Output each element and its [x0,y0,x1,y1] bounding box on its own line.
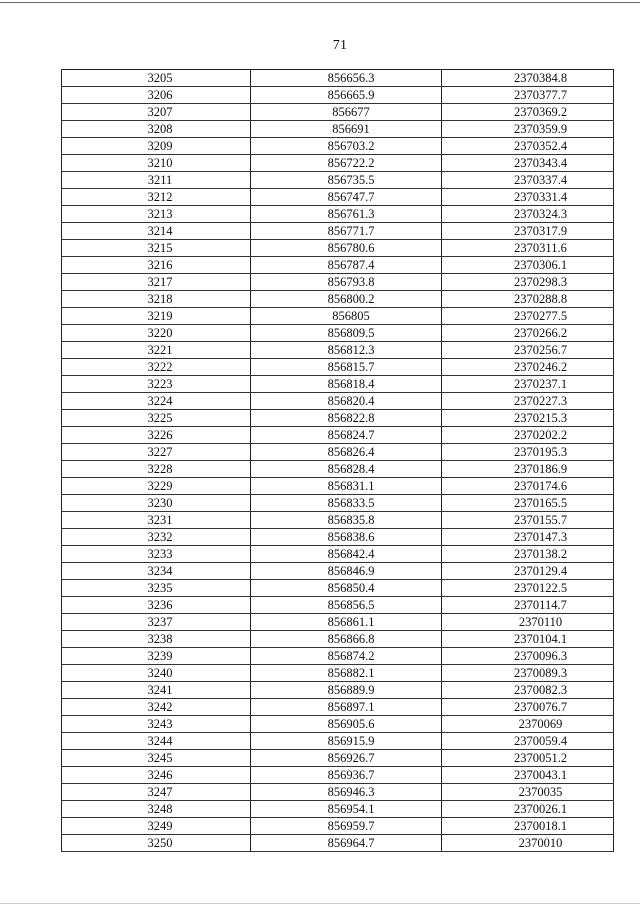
x-coordinate-cell: 856818.4 [251,376,442,393]
table-row [62,597,614,614]
table-row [62,121,614,138]
x-coordinate-cell: 856787.4 [251,257,442,274]
point-number-cell: 3243 [62,716,251,733]
table-row [62,376,614,393]
y-coordinate-cell: 2370359.9 [442,121,614,138]
point-number-cell: 3235 [62,580,251,597]
y-coordinate-cell: 2370104.1 [442,631,614,648]
point-number-cell: 3246 [62,767,251,784]
table-row [62,257,614,274]
x-coordinate-cell: 856831.1 [251,478,442,495]
x-coordinate-cell: 856926.7 [251,750,442,767]
point-number-cell: 3242 [62,699,251,716]
point-number-cell: 3238 [62,631,251,648]
table-row [62,529,614,546]
y-coordinate-cell: 2370122.5 [442,580,614,597]
y-coordinate-cell: 2370195.3 [442,444,614,461]
coordinates-table [61,69,614,852]
table-row [62,716,614,733]
y-coordinate-cell: 2370343.4 [442,155,614,172]
y-coordinate-cell: 2370174.6 [442,478,614,495]
table-row [62,223,614,240]
page-bottom-edge-line [0,903,640,904]
point-number-cell: 3249 [62,818,251,835]
x-coordinate-cell: 856882.1 [251,665,442,682]
point-number-cell: 3210 [62,155,251,172]
point-number-cell: 3207 [62,104,251,121]
point-number-cell: 3206 [62,87,251,104]
y-coordinate-cell: 2370352.4 [442,138,614,155]
table-row [62,342,614,359]
x-coordinate-cell: 856846.9 [251,563,442,580]
x-coordinate-cell: 856936.7 [251,767,442,784]
table-row [62,818,614,835]
y-coordinate-cell: 2370110 [442,614,614,631]
table-row [62,172,614,189]
point-number-cell: 3233 [62,546,251,563]
point-number-cell: 3239 [62,648,251,665]
table-row [62,699,614,716]
y-coordinate-cell: 2370186.9 [442,461,614,478]
x-coordinate-cell: 856761.3 [251,206,442,223]
point-number-cell: 3219 [62,308,251,325]
x-coordinate-cell: 856691 [251,121,442,138]
x-coordinate-cell: 856780.6 [251,240,442,257]
x-coordinate-cell: 856850.4 [251,580,442,597]
table-row [62,393,614,410]
y-coordinate-cell: 2370082.3 [442,682,614,699]
y-coordinate-cell: 2370298.3 [442,274,614,291]
point-number-cell: 3247 [62,784,251,801]
y-coordinate-cell: 2370288.8 [442,291,614,308]
table-row [62,665,614,682]
point-number-cell: 3222 [62,359,251,376]
point-number-cell: 3230 [62,495,251,512]
point-number-cell: 3245 [62,750,251,767]
point-number-cell: 3223 [62,376,251,393]
table-row [62,614,614,631]
y-coordinate-cell: 2370026.1 [442,801,614,818]
y-coordinate-cell: 2370277.5 [442,308,614,325]
table-row [62,444,614,461]
point-number-cell: 3218 [62,291,251,308]
x-coordinate-cell: 856722.2 [251,155,442,172]
table-row [62,478,614,495]
point-number-cell: 3205 [62,70,251,87]
y-coordinate-cell: 2370129.4 [442,563,614,580]
x-coordinate-cell: 856812.3 [251,342,442,359]
table-row [62,648,614,665]
point-number-cell: 3240 [62,665,251,682]
x-coordinate-cell: 856793.8 [251,274,442,291]
y-coordinate-cell: 2370165.5 [442,495,614,512]
x-coordinate-cell: 856838.6 [251,529,442,546]
y-coordinate-cell: 2370306.1 [442,257,614,274]
table-row [62,291,614,308]
table-row [62,784,614,801]
point-number-cell: 3221 [62,342,251,359]
x-coordinate-cell: 856815.7 [251,359,442,376]
table-row [62,767,614,784]
table-row [62,835,614,852]
point-number-cell: 3248 [62,801,251,818]
y-coordinate-cell: 2370256.7 [442,342,614,359]
y-coordinate-cell: 2370377.7 [442,87,614,104]
x-coordinate-cell: 856842.4 [251,546,442,563]
y-coordinate-cell: 2370147.3 [442,529,614,546]
coordinates-table-body [62,70,614,852]
x-coordinate-cell: 856835.8 [251,512,442,529]
x-coordinate-cell: 856805 [251,308,442,325]
table-row [62,801,614,818]
y-coordinate-cell: 2370035 [442,784,614,801]
y-coordinate-cell: 2370138.2 [442,546,614,563]
table-row [62,427,614,444]
page-number: 71 [332,38,348,53]
x-coordinate-cell: 856915.9 [251,733,442,750]
table-row [62,750,614,767]
x-coordinate-cell: 856820.4 [251,393,442,410]
x-coordinate-cell: 856826.4 [251,444,442,461]
x-coordinate-cell: 856964.7 [251,835,442,852]
x-coordinate-cell: 856665.9 [251,87,442,104]
x-coordinate-cell: 856866.8 [251,631,442,648]
x-coordinate-cell: 856677 [251,104,442,121]
x-coordinate-cell: 856889.9 [251,682,442,699]
y-coordinate-cell: 2370043.1 [442,767,614,784]
y-coordinate-cell: 2370331.4 [442,189,614,206]
y-coordinate-cell: 2370337.4 [442,172,614,189]
point-number-cell: 3250 [62,835,251,852]
x-coordinate-cell: 856809.5 [251,325,442,342]
table-row [62,104,614,121]
table-row [62,325,614,342]
point-number-cell: 3212 [62,189,251,206]
table-row [62,495,614,512]
y-coordinate-cell: 2370369.2 [442,104,614,121]
x-coordinate-cell: 856946.3 [251,784,442,801]
point-number-cell: 3217 [62,274,251,291]
x-coordinate-cell: 856735.5 [251,172,442,189]
table-row [62,682,614,699]
y-coordinate-cell: 2370018.1 [442,818,614,835]
table-row [62,240,614,257]
point-number-cell: 3241 [62,682,251,699]
y-coordinate-cell: 2370227.3 [442,393,614,410]
point-number-cell: 3227 [62,444,251,461]
y-coordinate-cell: 2370069 [442,716,614,733]
point-number-cell: 3225 [62,410,251,427]
x-coordinate-cell: 856954.1 [251,801,442,818]
table-row [62,631,614,648]
table-row [62,70,614,87]
point-number-cell: 3214 [62,223,251,240]
point-number-cell: 3244 [62,733,251,750]
point-number-cell: 3229 [62,478,251,495]
y-coordinate-cell: 2370324.3 [442,206,614,223]
table-row [62,189,614,206]
point-number-cell: 3237 [62,614,251,631]
table-row [62,563,614,580]
x-coordinate-cell: 856861.1 [251,614,442,631]
point-number-cell: 3209 [62,138,251,155]
point-number-cell: 3224 [62,393,251,410]
y-coordinate-cell: 2370089.3 [442,665,614,682]
table-row [62,155,614,172]
x-coordinate-cell: 856856.5 [251,597,442,614]
x-coordinate-cell: 856833.5 [251,495,442,512]
page-top-edge-line [0,2,640,3]
x-coordinate-cell: 856656.3 [251,70,442,87]
y-coordinate-cell: 2370155.7 [442,512,614,529]
table-row [62,733,614,750]
y-coordinate-cell: 2370010 [442,835,614,852]
table-row [62,87,614,104]
y-coordinate-cell: 2370311.6 [442,240,614,257]
x-coordinate-cell: 856703.2 [251,138,442,155]
y-coordinate-cell: 2370076.7 [442,699,614,716]
y-coordinate-cell: 2370246.2 [442,359,614,376]
point-number-cell: 3234 [62,563,251,580]
y-coordinate-cell: 2370266.2 [442,325,614,342]
x-coordinate-cell: 856905.6 [251,716,442,733]
table-row [62,410,614,427]
x-coordinate-cell: 856747.7 [251,189,442,206]
table-row [62,138,614,155]
table-row [62,308,614,325]
point-number-cell: 3208 [62,121,251,138]
table-row [62,274,614,291]
point-number-cell: 3216 [62,257,251,274]
point-number-cell: 3232 [62,529,251,546]
table-row [62,461,614,478]
y-coordinate-cell: 2370202.2 [442,427,614,444]
point-number-cell: 3215 [62,240,251,257]
point-number-cell: 3211 [62,172,251,189]
table-row [62,580,614,597]
y-coordinate-cell: 2370215.3 [442,410,614,427]
x-coordinate-cell: 856824.7 [251,427,442,444]
table-row [62,206,614,223]
y-coordinate-cell: 2370317.9 [442,223,614,240]
point-number-cell: 3226 [62,427,251,444]
x-coordinate-cell: 856897.1 [251,699,442,716]
point-number-cell: 3231 [62,512,251,529]
table-row [62,512,614,529]
x-coordinate-cell: 856822.8 [251,410,442,427]
x-coordinate-cell: 856828.4 [251,461,442,478]
y-coordinate-cell: 2370059.4 [442,733,614,750]
point-number-cell: 3236 [62,597,251,614]
x-coordinate-cell: 856771.7 [251,223,442,240]
x-coordinate-cell: 856874.2 [251,648,442,665]
x-coordinate-cell: 856800.2 [251,291,442,308]
point-number-cell: 3213 [62,206,251,223]
y-coordinate-cell: 2370051.2 [442,750,614,767]
y-coordinate-cell: 2370096.3 [442,648,614,665]
point-number-cell: 3228 [62,461,251,478]
y-coordinate-cell: 2370114.7 [442,597,614,614]
point-number-cell: 3220 [62,325,251,342]
y-coordinate-cell: 2370384.8 [442,70,614,87]
table-row [62,359,614,376]
y-coordinate-cell: 2370237.1 [442,376,614,393]
x-coordinate-cell: 856959.7 [251,818,442,835]
table-row [62,546,614,563]
